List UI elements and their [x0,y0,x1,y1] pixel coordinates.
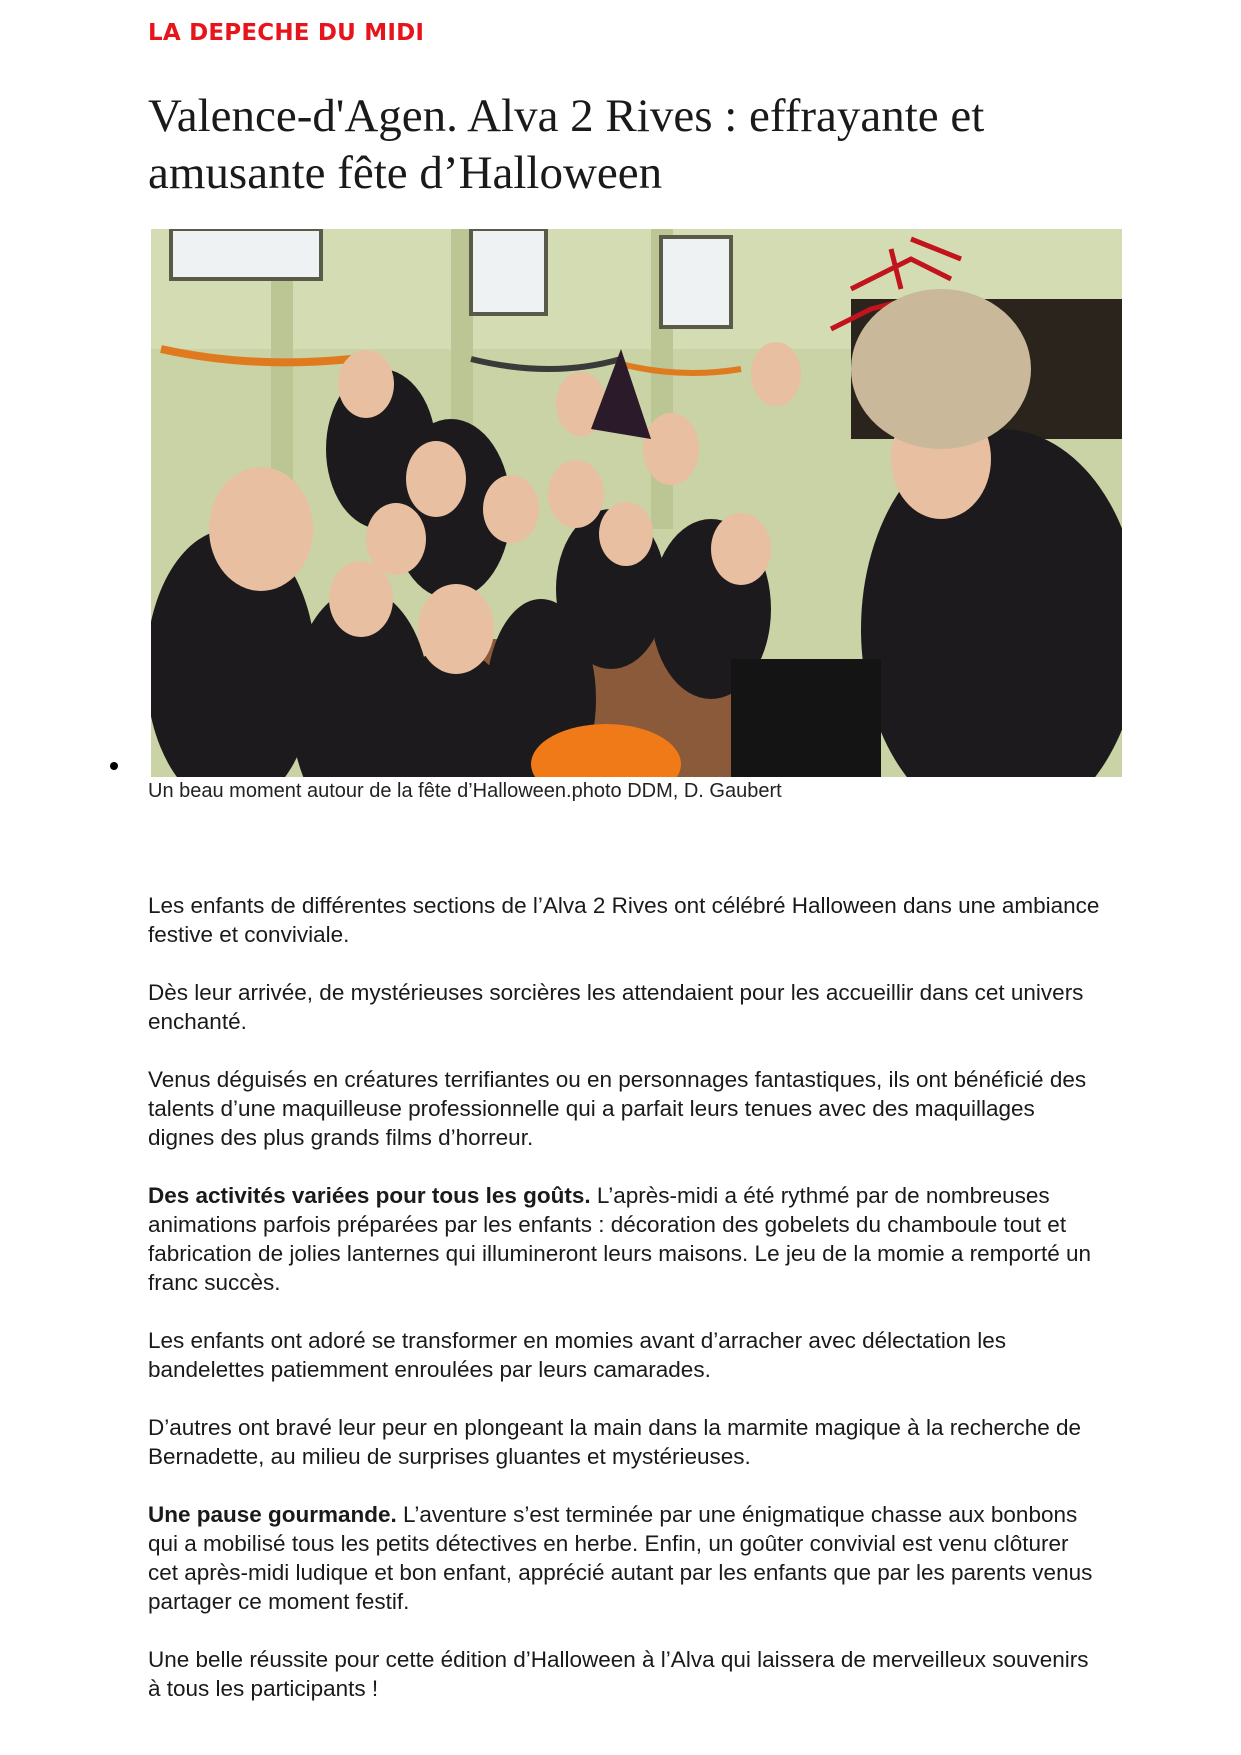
paragraph-1: Les enfants de différentes sections de l’Alva 2 Rives ont célébré Halloween dans une ambiance festive et conviviale. [148,893,1100,947]
list-bullet [110,762,118,770]
subheading-snack: Une pause gourmande. [148,1502,397,1527]
article-body [148,891,1103,1732]
paragraph-7-text: L’aventure s’est terminée par une énigmatique chasse aux bonbons qui a mobilisé tous les petits détectives en herbe. Enfin, un goûter convivial est venu clôturer cet après-midi ludique et bon enfant, apprécié autant par les enfants que par les parents venus partager ce moment festif. [148,1502,1093,1614]
photo-caption: Un beau moment autour de la fête d’Halloween.photo DDM, D. Gaubert [148,780,782,802]
newspaper-name: LA DEPECHE DU MIDI [148,20,425,46]
subheading-activities: Des activités variées pour tous les goûts. [148,1183,591,1208]
article-photo [151,229,1122,777]
paragraph-3: Venus déguisés en créatures terrifiantes ou en personnages fantastiques, ils ont bénéficié des talents d’une maquilleuse professionnelle qui a parfait leurs tenues avec des maquillages dignes des plus grands films d’horreur. [148,1067,1087,1150]
paragraph-2: Dès leur arrivée, de mystérieuses sorcières les attendaient pour les accueillir dans cet univers enchanté. [148,980,1084,1034]
paragraph-4-text: L’après-midi a été rythmé par de nombreuses animations parfois préparées par les enfants : décoration des gobelets du chamboule tout et fabrication de jolies lanternes qui illumineront leurs maisons. Le jeu de la momie a remporté un franc succès. [148,1183,1091,1295]
paragraph-7 [148,1500,1103,1616]
paragraph-8: Une belle réussite pour cette édition d’Halloween à l’Alva qui laissera de merveilleux souvenirs à tous les participants ! [148,1647,1089,1701]
paragraph-6: D’autres ont bravé leur peur en plongeant la main dans la marmite magique à la recherche de Bernadette, au milieu de surprises gluantes et mystérieuses. [148,1415,1082,1469]
paragraph-5: Les enfants ont adoré se transformer en momies avant d’arracher avec délectation les bandelettes patiemment enroulées par leurs camarades. [148,1328,1006,1382]
article-headline: Valence-d'Agen. Alva 2 Rives : effrayante et amusante fête d’Halloween [148,90,985,199]
paragraph-4 [148,1181,1103,1297]
